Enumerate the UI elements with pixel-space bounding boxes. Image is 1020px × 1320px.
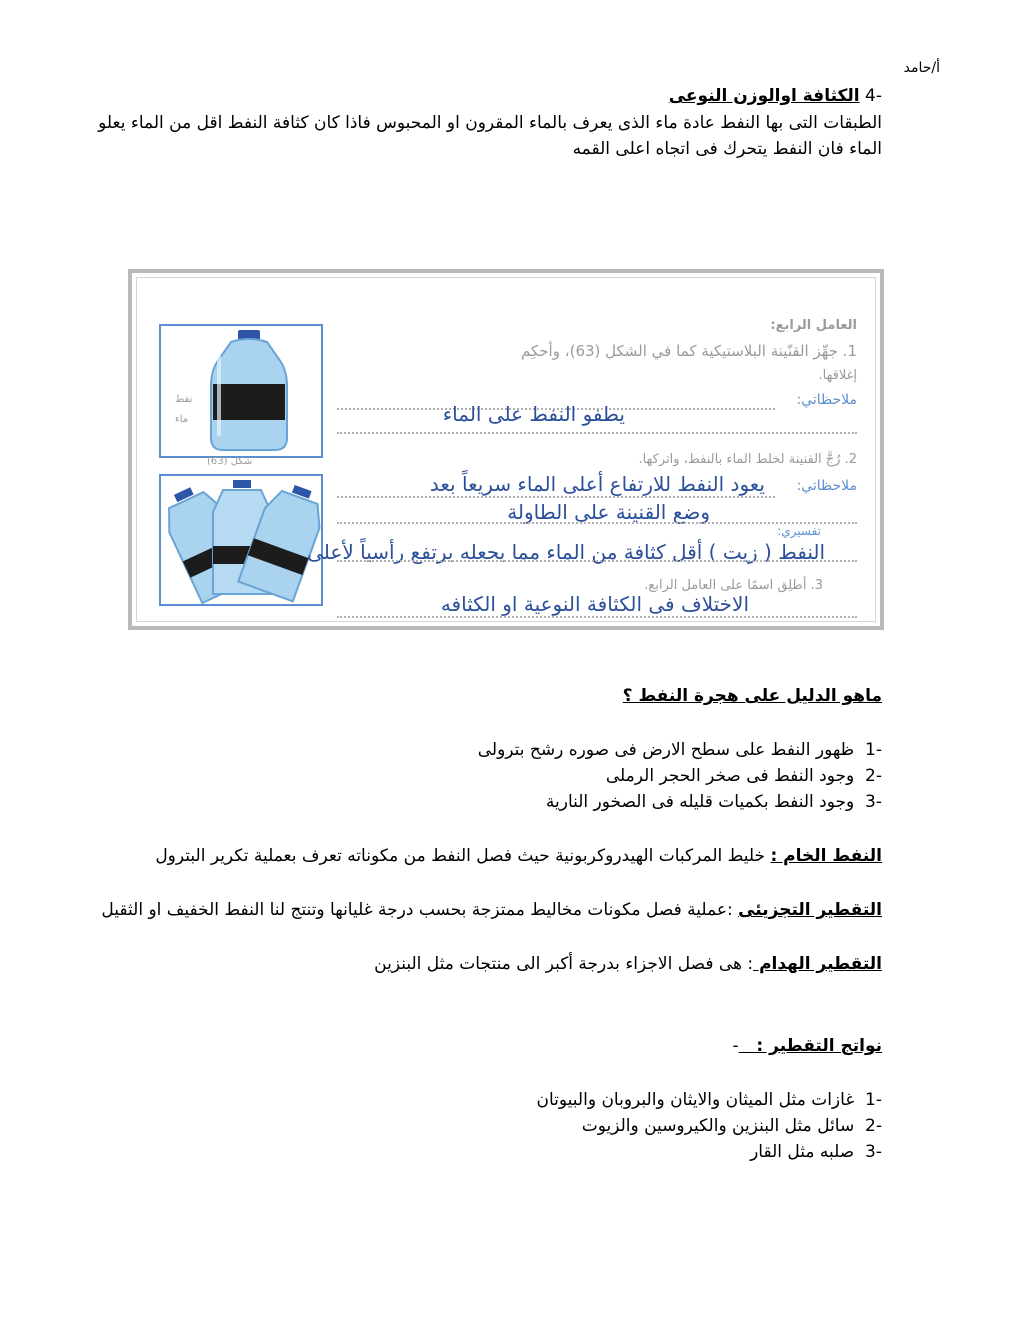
section-4-text: الطبقات التى بها النفط عادة ماء الذى يعرف بالماء المقرون او المحبوس فاذا كان كثافة النفط اقل من الماء يعلو الماء فان النفط يتحرك فى اتجاه اعلى القمه	[98, 113, 882, 159]
definition-crude-oil	[155, 846, 882, 866]
label-water: ماء	[175, 414, 189, 425]
definition-term: النفط الخام :	[770, 846, 882, 866]
products-dash: -	[732, 1036, 739, 1056]
dotted-line	[337, 432, 857, 434]
item-text: وجود النفط فى صخر الحجر الرملى	[605, 766, 855, 786]
bottle-image	[159, 324, 323, 458]
handwritten-answer-2a: يعود النفط للارتفاع أعلى الماء سريعاً بعد	[429, 472, 765, 496]
item-number: -2	[865, 766, 882, 786]
tilted-bottles-icon	[161, 476, 321, 604]
notes-label-2: ملاحظاتي:	[796, 478, 857, 494]
item-number: -2	[865, 1116, 882, 1136]
bottles-image	[159, 474, 323, 606]
definition-text: :عملية فصل مكونات مخاليط ممتزجة بحسب درجة غليانها وتنتج لنا النفط الخفيف او الثقيل	[101, 900, 739, 920]
list-item	[478, 740, 882, 760]
step-2: 2. رُجَّ القنينة لخلط الماء بالنفط، واتركها.	[638, 452, 857, 467]
item-number: -3	[865, 1142, 882, 1162]
water-bottle-icon	[161, 326, 321, 456]
label-oil: نفط	[175, 394, 193, 405]
section-title: الكثافة اوالوزن النوعى	[668, 86, 860, 106]
item-number: -1	[865, 740, 882, 760]
definition-cracking	[374, 954, 882, 974]
dotted-line	[337, 560, 857, 562]
author-name: أ/حامد	[903, 60, 940, 76]
dotted-line	[337, 496, 775, 498]
list-item	[606, 766, 882, 786]
section-4-heading	[669, 86, 882, 106]
evidence-question: ماهو الدليل على هجرة النفط ؟	[622, 686, 882, 706]
factor-title: العامل الرابع:	[770, 318, 857, 333]
item-number: -3	[865, 792, 882, 812]
handwritten-answer-1: يطفو النفط على الماء	[442, 402, 625, 426]
step-1-continued: إغلاقها.	[818, 368, 857, 383]
list-item	[536, 1090, 882, 1110]
definition-term: التقطير التجزيئى	[738, 900, 882, 920]
list-item	[750, 1142, 882, 1162]
step-1: 1. جهِّز القنّينة البلاستيكية كما في الشكل (63)، وأحكِم	[521, 342, 857, 360]
interpret-label: تفسيري:	[777, 524, 821, 538]
definition-text: خليط المركبات الهيدروكربونية حيث فصل النفط من مكوناته تعرف بعملية تكرير البترول	[155, 846, 771, 866]
section-number: -4	[865, 86, 882, 106]
item-text: وجود النفط بكميات قليله فى الصخور النارية	[545, 792, 855, 812]
handwritten-answer-2b: وضع القنينة على الطاولة	[507, 500, 710, 524]
products-title: نواتج التقطير :	[738, 1036, 882, 1056]
step-3: 3. أطلِق اسمًا على العامل الرابع.	[644, 578, 823, 593]
experiment-figure	[128, 269, 884, 630]
definition-term: التقطير الهدام	[753, 954, 882, 974]
item-text: غازات مثل الميثان والايثان والبروبان والبيوتان	[536, 1090, 855, 1110]
definition-fractional-distillation	[101, 900, 882, 920]
definition-text: : هى فصل الاجزاء بدرجة أكبر الى منتجات مثل البنزين	[374, 954, 754, 974]
list-item	[582, 1116, 882, 1136]
dotted-line	[337, 616, 857, 618]
products-heading	[733, 1036, 883, 1056]
item-text: ظهور النفط على سطح الارض فى صوره رشح بترولى	[477, 740, 855, 760]
list-item	[546, 792, 882, 812]
item-text: سائل مثل البنزين والكيروسين والزيوت	[581, 1116, 855, 1136]
handwritten-answer-3: النفط ( زيت ) أقل كثافة من الماء مما يجعله يرتفع رأسياً لأعلى	[307, 540, 825, 564]
figure-caption: شكل (63)	[207, 456, 253, 467]
handwritten-answer-4: الاختلاف فى الكثافة النوعية او الكثافه	[440, 592, 749, 616]
item-text: صلبه مثل القار	[750, 1142, 855, 1162]
notes-label-1: ملاحظاتي:	[796, 392, 857, 408]
item-number: -1	[865, 1090, 882, 1110]
